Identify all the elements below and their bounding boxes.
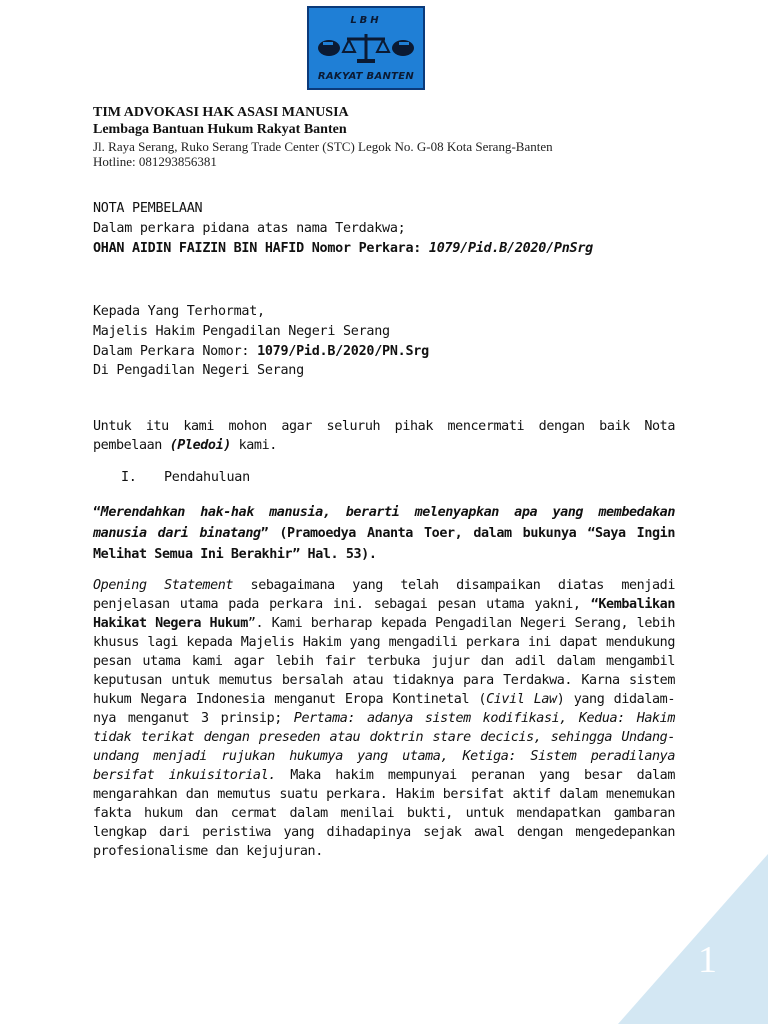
body-civil-law: Civil Law [486,692,557,707]
page-number: 1 [698,939,717,981]
addressee-line2: Majelis Hakim Pengadilan Negeri Serang [93,324,390,339]
addressee-line3 [93,344,429,359]
org-subtitle: Lembaga Bantuan Hukum Rakyat Banten [93,122,347,137]
opening-quote [93,502,675,565]
defendant-name: OHAN AIDIN FAIZIN BIN HAFID Nomor Perkara: [93,241,422,256]
quote-close: ” [260,526,280,541]
scales-of-justice-icon [317,30,415,66]
quote-text: Merendahkan hak-hak manusia, berarti melenyapkan apa yang membedakan manusia dari binatang [93,505,675,541]
body-principles: Pertama: adanya sistem kodifikasi, Kedua: Hakim tidak terikat dengan preseden atau doktrin stare decicis, sehingga Undang-undang menjadi rujukan hukumya yang utama, Ketiga: Sistem peradilanya bersifat inkuisitorial. [93,711,675,783]
lbh-logo [307,6,425,90]
case-number: 1079/Pid.B/2020/PnSrg [428,241,593,256]
nota-line2: Dalam perkara pidana atas nama Terdakwa; [93,221,406,236]
section-number: I. [121,470,137,485]
body-key-message: “Kembalikan Hakikat Negera Hukum [93,597,675,631]
body-s3: ”. Kami berharap kepada Pengadilan Negeri Serang, lebih khusus lagi kepada Majelis Hakim yang mengadili perkara ini dapat mendukung pesan utama kami agar lebih fair terbuka jujur dan adil dalam mengambil keputusan untuk memutus bersalah atau tidaknya para Terdakwa. Karna sistem hukum Negara Indonesia menganut Eropa Kontinetal ( [93,616,675,707]
body-s1: sebagaimana yang telah disampaikan diatas menjadi penjelasan utama pada perkara ini. sebagai pesan utama yakni, [93,578,675,612]
addressee-line4: Di Pengadilan Negeri Serang [93,363,304,378]
logo-bottom-text: RAKYAT BANTEN [317,71,415,82]
intro-paragraph [93,417,675,455]
quote-open: “ [93,505,101,520]
nota-defendant-line [93,241,593,256]
addressee-line1: Kepada Yang Terhormat, [93,304,265,319]
org-address: Jl. Raya Serang, Ruko Serang Trade Center (STC) Legok No. G-08 Kota Serang-Banten [93,139,553,154]
quote-attribution: (Pramoedya Ananta Toer, dalam bukunya “Saya Ingin Melihat Semua Ini Berakhir” Hal. 53). [93,526,675,562]
org-hotline: Hotline: 081293856381 [93,154,217,169]
intro-pledoi: (Pledoi) [169,438,231,453]
addressee-line3-prefix: Dalam Perkara Nomor: [93,344,250,359]
intro-text-end: kami. [230,438,277,453]
org-title: TIM ADVOKASI HAK ASASI MANUSIA [93,105,349,120]
body-s5: ) yang didalam-nya menganut 3 prinsip; [93,692,675,726]
nota-title: NOTA PEMBELAAN [93,201,203,216]
logo-top-text: LBH [350,15,382,26]
intro-text: Untuk itu kami mohon agar seluruh pihak mencermati dengan baik Nota pembelaan [93,419,675,453]
page-corner-decoration [618,854,768,1024]
body-s7: Maka hakim mempunyai peranan yang besar dalam mengarahkan dan memutus suatu perkara. Hakim bersifat aktif dalam menemukan fakta hukum dan cermat dalam menilai bukti, untuk mendapatkan gambaran lengkap dari peristiwa yang dihadapinya sejak awal dengan mengedepankan profesionalisme dan kejujuran. [93,768,675,859]
body-opening-statement: Opening Statement [93,578,234,593]
addressee-case-number: 1079/Pid.B/2020/PN.Srg [257,344,429,359]
body-paragraph [93,576,675,861]
section-title: Pendahuluan [164,470,250,485]
